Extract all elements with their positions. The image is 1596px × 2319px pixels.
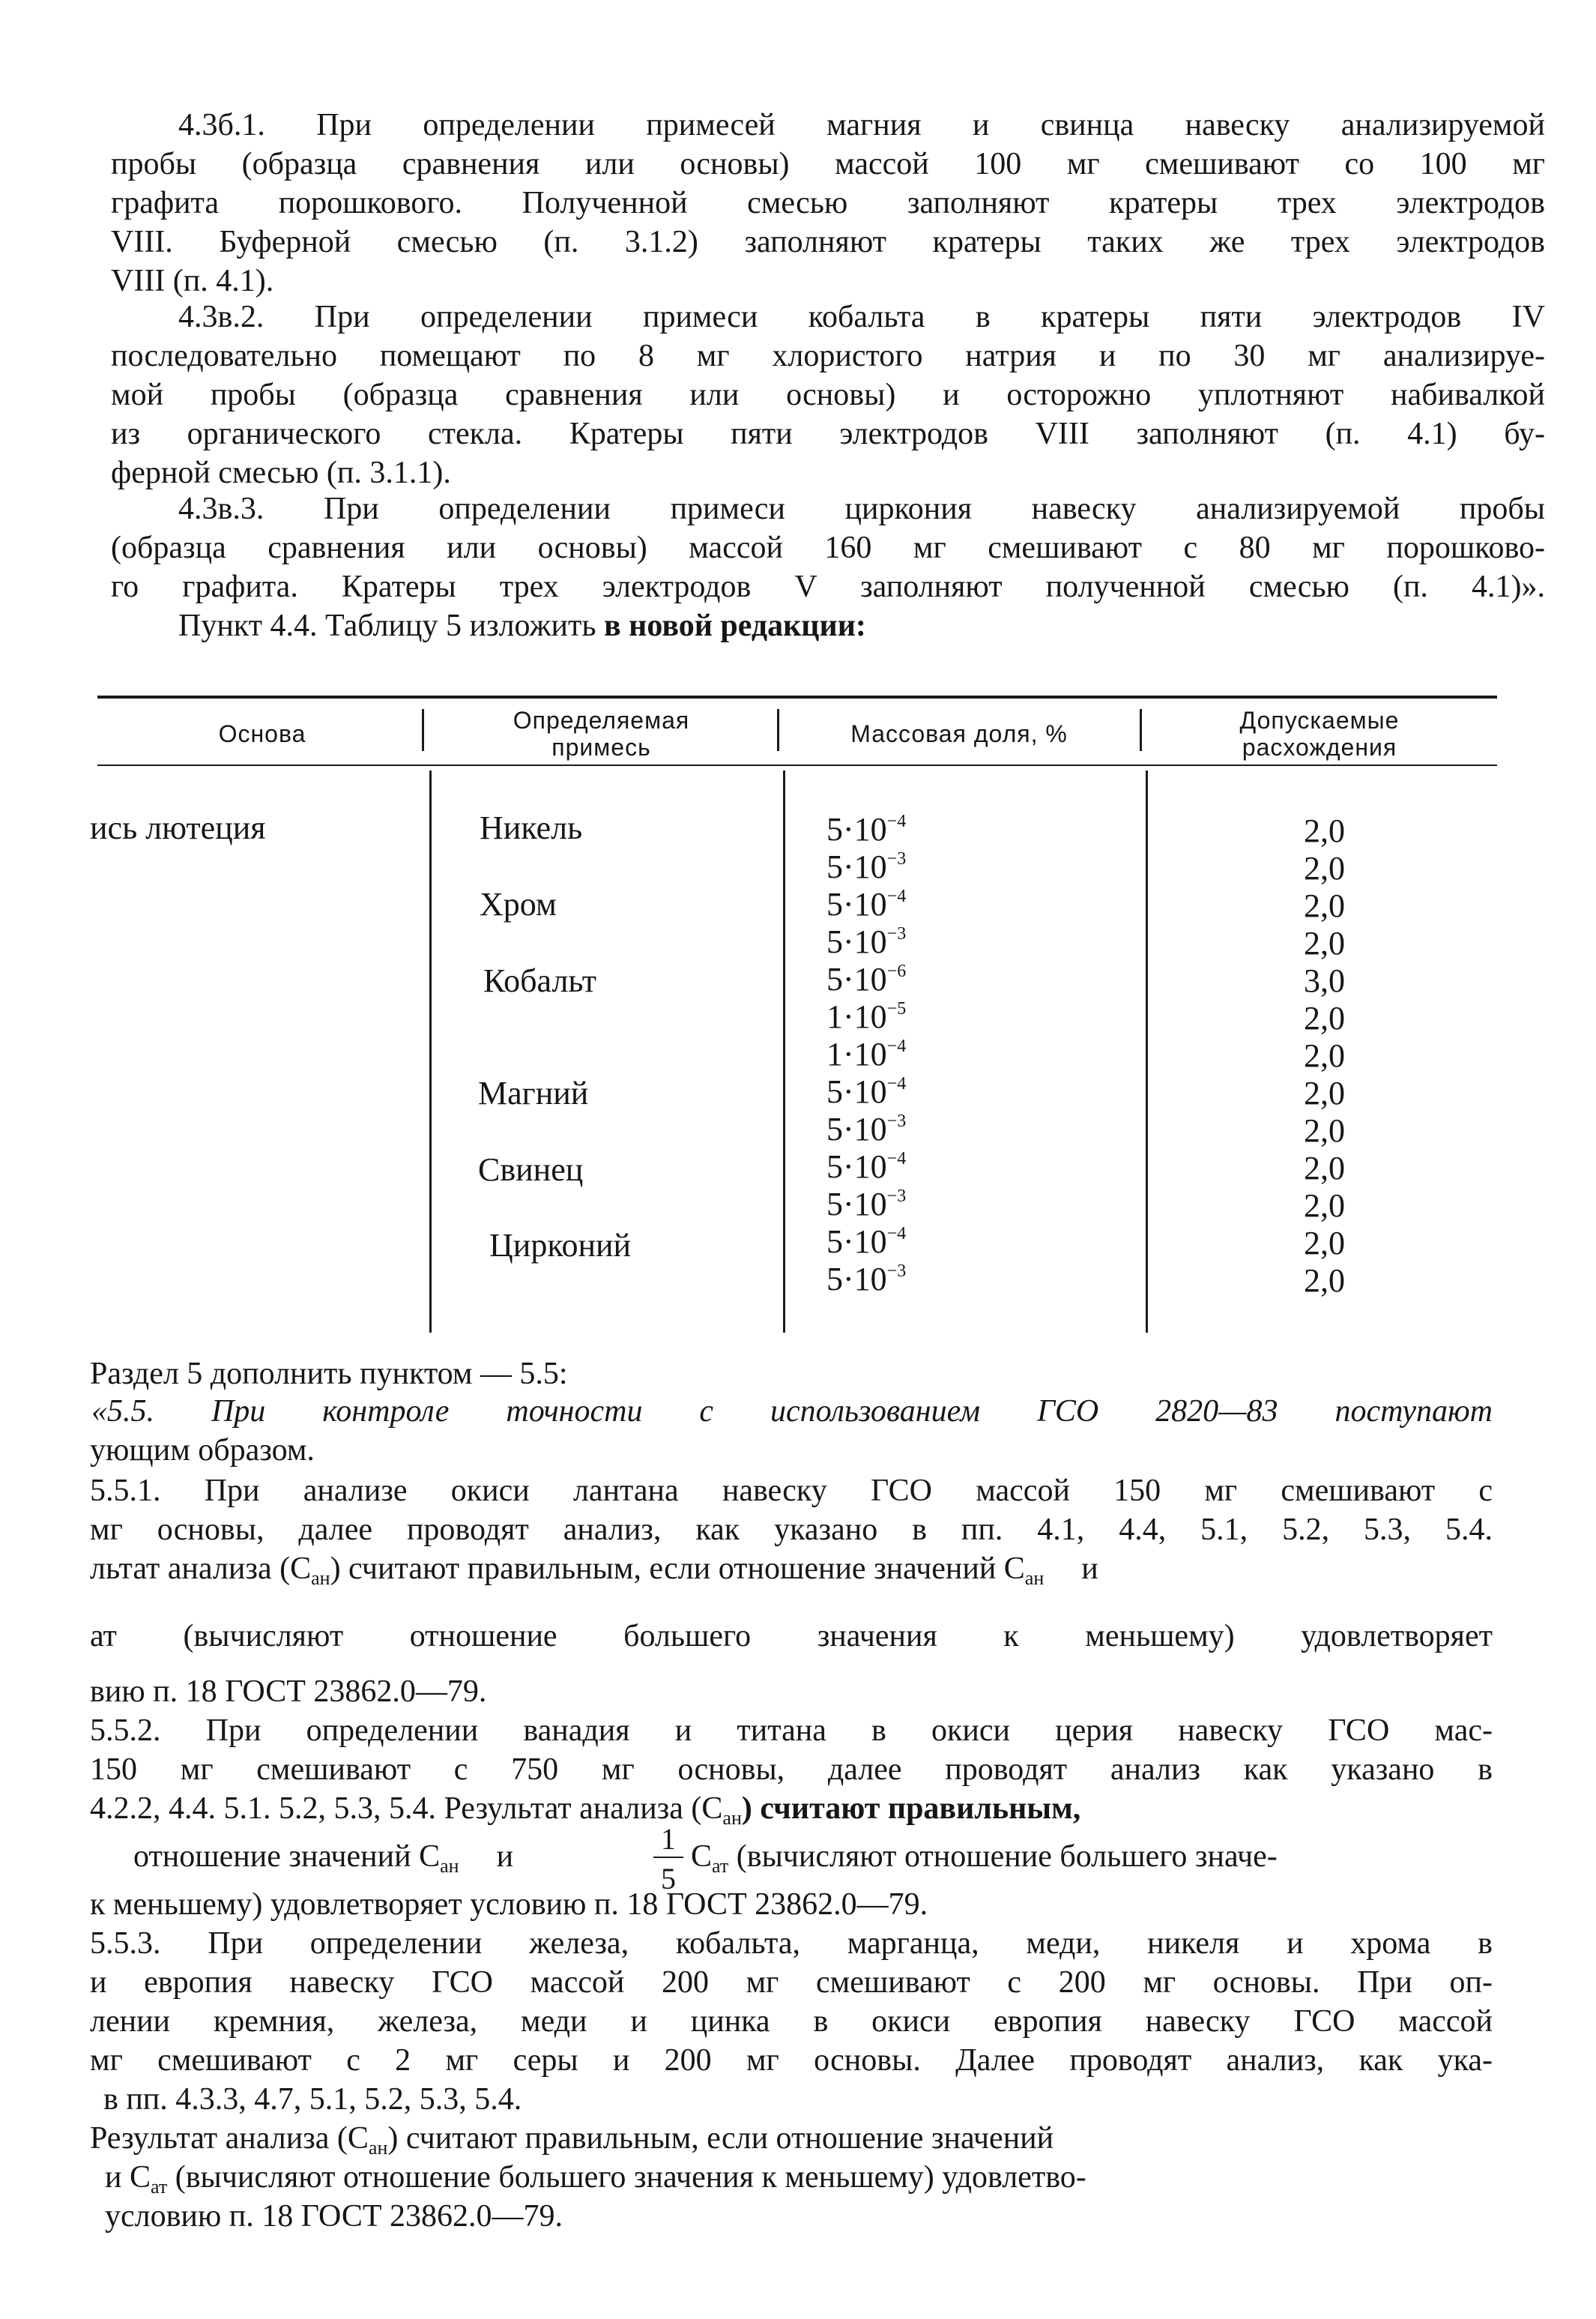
p2-line-3: мой пробы (образца сравнения или основы) и осторожно уплотняют набивалкой (111, 378, 1545, 412)
result-prefix: Результат анализа (C (90, 2121, 369, 2156)
deviation-cell: 2,0 (1304, 925, 1345, 962)
mass-cell (826, 1073, 906, 1111)
ratio-text: отношение значений C (133, 1839, 441, 1874)
c-an-sub: ан (722, 1807, 742, 1829)
header-dev-1: Допускаемые (1239, 707, 1400, 734)
table-top-rule (97, 696, 1497, 699)
p2-line-5: ферной смесью (п. 3.1.1). (111, 456, 451, 490)
mass-cell (826, 1036, 906, 1073)
body-sep-2 (783, 771, 785, 1333)
mass-cell (826, 1261, 906, 1298)
p2-line-2: последовательно помещают по 8 мг хлористого натрия и по 30 мг анализируе- (111, 339, 1545, 373)
p553-line-5: в пп. 4.3.3, 4.7, 5.1, 5.2, 5.3, 5.4. (103, 2082, 522, 2117)
header-sep-3 (1140, 709, 1142, 751)
impurity-cell: Свинец (478, 1151, 584, 1188)
mass-cell (826, 811, 906, 848)
mass-mantissa: 5·10 (826, 1223, 887, 1260)
result-tail: (вычисляют отношение большего значения к меньшему) удовлетво- (175, 2160, 1086, 2195)
result-and: и (1081, 1551, 1098, 1586)
mass-cell (826, 1148, 906, 1186)
body-sep-3 (1146, 771, 1148, 1333)
deviation-cell: 2,0 (1304, 1187, 1345, 1224)
p551-line-2: мг основы, далее проводят анализ, как указано в пп. 4.1, 4.4, 5.1, 5.2, 5.3, 5.4. (90, 1513, 1493, 1547)
c-an-sub: ан (311, 1567, 330, 1589)
result-prefix: льтат анализа (C (90, 1551, 312, 1586)
deviation-cell: 2,0 (1304, 1225, 1345, 1261)
body-sep-1 (429, 771, 432, 1333)
p552-line-4b (691, 1838, 1278, 1875)
deviation-cell: 2,0 (1304, 812, 1345, 849)
impurity-cell: Цирконий (489, 1227, 632, 1264)
section-5-line: Раздел 5 дополнить пунктом — 5.5: (90, 1357, 568, 1391)
mass-mantissa: 5·10 (826, 961, 887, 998)
result-prefix: 4.2.2, 4.4. 5.1. 5.2, 5.3, 5.4. Результат анализа (C (90, 1791, 723, 1826)
p551-line-1: 5.5.1. При анализе окиси лантана навеску ГСО массой 150 мг смешивают с (90, 1474, 1493, 1508)
c-an-sub: ан (440, 1855, 459, 1877)
mass-cell (826, 1111, 906, 1148)
fraction-bar (653, 1857, 683, 1858)
p553-line-2: и европия навеску ГСО массой 200 мг смешивают с 200 мг основы. При оп- (90, 1965, 1493, 2000)
mass-exponent: −4 (886, 812, 907, 831)
deviation-cell: 2,0 (1304, 850, 1345, 887)
p4-line (178, 607, 866, 645)
table-header-rule (97, 765, 1497, 766)
p1-line-5: VIII (п. 4.1). (111, 264, 274, 298)
result-suffix: ) считают правильным, если отношение значений (387, 2121, 1054, 2156)
p551-line-4: ат (вычисляют отношение большего значения к меньшему) удовлетворяет (90, 1619, 1493, 1653)
p553-line-1: 5.5.3. При определении железа, кобальта, марганца, меди, никеля и хрома в (90, 1926, 1493, 1961)
p553-line-7 (105, 2159, 1493, 2196)
deviation-cell: 2,0 (1304, 887, 1345, 924)
mass-mantissa: 5·10 (826, 848, 887, 885)
mass-cell (826, 1186, 906, 1223)
p1-line-3: графита порошкового. Полученной смесью заполняют кратеры трех электродов (111, 186, 1545, 220)
c-an-sub: ан (368, 2137, 388, 2159)
fraction-denominator: 5 (661, 1862, 676, 1896)
p553-line-4: мг смешивают с 2 мг серы и 200 мг основы. Далее проводят анализ, как ука- (90, 2043, 1493, 2078)
p2-line-1: 4.3в.2. При определении примеси кобальта в кратеры пяти электродов IV (178, 300, 1545, 334)
mass-exponent: −5 (886, 999, 907, 1019)
mass-exponent: −6 (886, 962, 907, 981)
impurity-cell: Кобальт (483, 962, 597, 999)
mass-exponent: −4 (886, 1037, 907, 1056)
ratio-and: и (496, 1839, 514, 1874)
p3-line-1: 4.3в.3. При определении примеси циркония навеску анализируемой пробы (178, 492, 1545, 526)
deviation-cell: 2,0 (1304, 1037, 1345, 1074)
header-sep-1 (422, 709, 424, 751)
mass-exponent: −4 (886, 1224, 907, 1243)
p553-line-8: условию п. 18 ГОСТ 23862.0—79. (105, 2199, 563, 2234)
mass-mantissa: 5·10 (826, 923, 887, 960)
p553-line-3: лении кремния, железа, меди и цинка в окиси европия навеску ГСО массой (90, 2004, 1493, 2039)
mass-cell (826, 1223, 906, 1261)
header-impurity-2: примесь (551, 734, 651, 761)
mass-exponent: −3 (886, 1261, 907, 1281)
p1-line-4: VIII. Буферной смесью (п. 3.1.2) заполняют кратеры таких же трех электродов (111, 225, 1545, 259)
header-sep-2 (777, 709, 779, 751)
deviation-cell: 3,0 (1304, 962, 1345, 999)
c-at-sub: ат (712, 1855, 729, 1877)
mass-cell (826, 998, 906, 1036)
p552-line-3 (90, 1790, 1499, 1827)
mass-exponent: −3 (886, 1186, 907, 1206)
mass-cell (826, 961, 906, 998)
mass-mantissa: 5·10 (826, 1111, 887, 1148)
header-dev-2: расхождения (1242, 734, 1397, 761)
p2-line-4: из органического стекла. Кратеры пяти электродов VIII заполняют (п. 4.1) бу- (111, 417, 1545, 451)
mass-exponent: −3 (886, 849, 907, 869)
p55-line-1: «5.5. При контроле точности с использованием ГСО 2820—83 поступают (91, 1394, 1493, 1429)
fraction-numerator: 1 (661, 1822, 676, 1856)
deviation-cell: 2,0 (1304, 1262, 1345, 1299)
mass-mantissa: 1·10 (826, 998, 887, 1035)
base-cell: ись лютеция (90, 809, 266, 846)
mass-cell (826, 886, 906, 923)
ratio-tail: (вычисляют отношение большего значе- (736, 1839, 1278, 1874)
result-suffix: ) считают правильным, (741, 1791, 1081, 1826)
deviation-cell: 2,0 (1304, 1000, 1345, 1037)
c-at: C (691, 1839, 713, 1874)
mass-cell (826, 848, 906, 886)
mass-exponent: −4 (886, 1149, 907, 1168)
p552-line-5: к меньшему) удовлетворяет условию п. 18 ГОСТ 23862.0—79. (90, 1887, 928, 1922)
mass-mantissa: 5·10 (826, 811, 887, 848)
mass-exponent: −3 (886, 924, 907, 944)
p553-line-6 (90, 2120, 1493, 2157)
impurity-cell: Магний (478, 1075, 589, 1112)
p55-line-2: ующим образом. (90, 1433, 315, 1468)
p551-line-5: вию п. 18 ГОСТ 23862.0—79. (90, 1674, 487, 1709)
header-impurity-1: Определяемая (513, 707, 690, 734)
deviation-cell: 2,0 (1304, 1150, 1345, 1186)
deviation-cell: 2,0 (1304, 1075, 1345, 1112)
p552-line-1: 5.5.2. При определении ванадия и титана в окиси церия навеску ГСО мас- (90, 1713, 1493, 1748)
c-at-prefix: и C (105, 2160, 151, 2195)
mass-mantissa: 1·10 (826, 1036, 887, 1073)
p4-bold: в новой редакции: (603, 609, 866, 643)
mass-exponent: −3 (886, 1112, 907, 1131)
header-base: Основа (218, 720, 306, 747)
deviation-cell: 2,0 (1304, 1112, 1345, 1149)
p3-line-3: го графита. Кратеры трех электродов V заполняют полученной смесью (п. 4.1)». (111, 570, 1545, 604)
p552-line-4a (133, 1838, 513, 1875)
mass-mantissa: 5·10 (826, 1186, 887, 1222)
c-at-sub: ат (151, 2176, 168, 2198)
c-an-sub: ан (1024, 1567, 1045, 1589)
p552-line-2: 150 мг смешивают с 750 мг основы, далее проводят анализ как указано в (90, 1752, 1493, 1787)
mass-exponent: −4 (886, 887, 907, 906)
p551-line-3 (90, 1550, 1493, 1587)
mass-cell (826, 923, 906, 961)
result-mid: ) считают правильным, если отношение значений C (330, 1551, 1025, 1586)
p1-line-1: 4.3б.1. При определении примесей магния и свинца навеску анализируемой (178, 108, 1545, 142)
mass-mantissa: 5·10 (826, 886, 887, 923)
impurity-cell: Никель (480, 809, 583, 846)
mass-mantissa: 5·10 (826, 1073, 887, 1110)
mass-mantissa: 5·10 (826, 1261, 887, 1297)
header-mass: Массовая доля, % (850, 720, 1068, 747)
mass-exponent: −4 (886, 1074, 907, 1094)
p3-line-2: (образца сравнения или основы) массой 160 мг смешивают с 80 мг порошково- (111, 531, 1545, 565)
impurity-cell: Хром (480, 886, 557, 923)
p1-line-2: пробы (образца сравнения или основы) массой 100 мг смешивают со 100 мг (111, 147, 1545, 181)
mass-mantissa: 5·10 (826, 1148, 887, 1185)
p4-prefix: Пункт 4.4. Таблицу 5 изложить (178, 609, 604, 643)
